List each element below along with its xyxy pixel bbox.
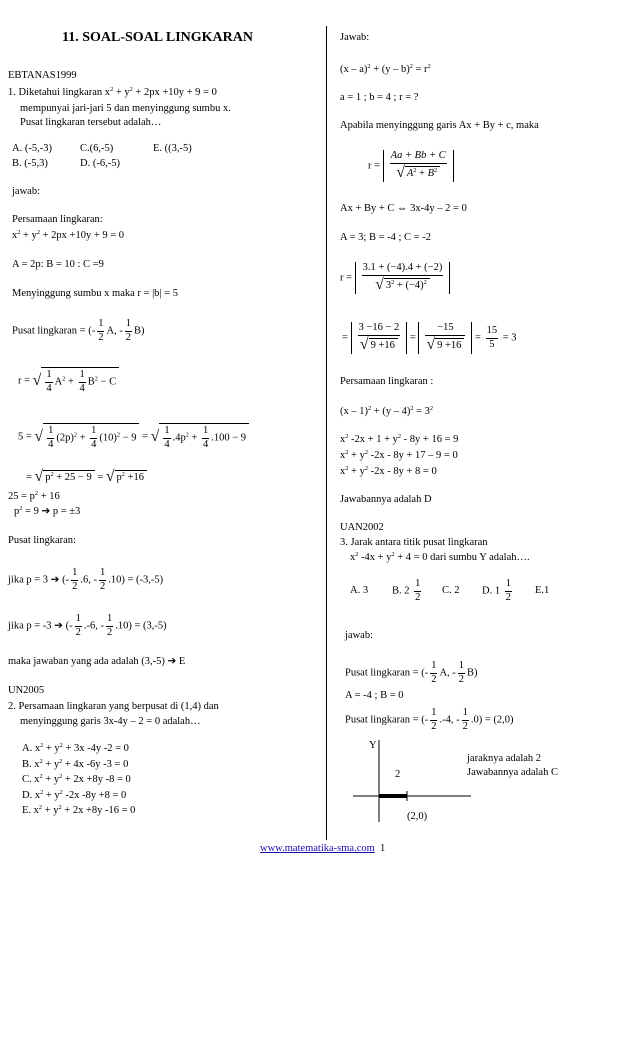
expansion-3: $x^2 + y^2$ -2x - 8y + 8 = 0 xyxy=(340,465,437,477)
question-2-line-1: 2. Persamaan lingkaran yang berpusat di (1,4) dan xyxy=(8,701,219,712)
radius-simplified: = √ $p^2 + 25 - 9$ = √ $p^2 +16$ xyxy=(26,468,147,487)
general-circle-equation: $(x - a)^2 + (y - b)^2 = r^2$ xyxy=(340,63,431,75)
line-equation: Ax + By + C ⇔ 3x-4y – 2 = 0 xyxy=(340,203,467,214)
source-label-2: UN2005 xyxy=(8,685,45,696)
conclusion-2: Jawabannya adalah D xyxy=(340,494,432,505)
circle-equation-label: Persamaan lingkaran: xyxy=(12,214,103,225)
equation-25: $25 = p^2 + 16$ xyxy=(8,490,60,502)
q2-option: B. $x^2 + y^2 + 4x$ -6y -3 = 0 xyxy=(22,757,129,770)
center-label: Pusat lingkaran: xyxy=(8,535,76,546)
line-coefficients: A = 3; B = -4 ; C = -2 xyxy=(340,232,431,243)
q3-option-a: A. 3 xyxy=(350,585,369,596)
question-2-line-2: menyinggung garis 3x-4y – 2 = 0 adalah… xyxy=(20,716,201,727)
question-3-line-2: $x^2$ $-4x + y^2 + 4 = 0$ dari sumbu Y adalah…. xyxy=(350,551,530,563)
conclusion-1: maka jawaban yang ada adalah (3,-5) ➔ E xyxy=(8,656,186,667)
case-p-minus-3: jika p = -3 ➔ (- $\frac{1}{2}$ .-6, - $\frac{1}{2}$ .10) = (3,-5) xyxy=(8,613,167,638)
distance-result: = $\frac{3 -16 - 2}{√ 9 +16}$ = $\frac{-15}{√ 9 +16}$ = $\frac{15}{5}$ = 3 xyxy=(342,322,517,353)
tangent-line-rule: Apabila menyinggung garis Ax + By + c, maka xyxy=(340,120,539,131)
y-axis-label: Y xyxy=(369,740,377,751)
option-c: C.(6,-5) xyxy=(80,143,114,154)
radius-substitution: 5 = √ $\frac{1}{4}$ $(2p)^2$ + $\frac{1}{4}$ $(10)^2 - 9$ = √ $\frac{1}{4}$ $.4p^2$ + $\frac{1}{4}$ .100 − 9 xyxy=(18,423,249,451)
column-divider xyxy=(326,26,327,840)
equation-p: $p^2 = 9$ ➔ p = ±3 xyxy=(14,505,81,517)
center-result-right: Pusat lingkaran = (- $\frac{1}{2}$ .-4, - $\frac{1}{2}$ .0) = (2,0) xyxy=(345,707,514,732)
conclusion-3: Jawabannya adalah C xyxy=(467,767,558,778)
distance-formula: r = $\frac{Aa + Bb + C}{√ A^2 + B^2}$ xyxy=(368,150,454,182)
source-label-3: UAN2002 xyxy=(340,522,384,533)
q2-option: C. $x^2 + y^2 + 2x +8y$ -8 = 0 xyxy=(22,773,131,785)
page-title: 11. SOAL-SOAL LINGKARAN xyxy=(62,30,253,45)
circle-equation-label-right: Persamaan lingkaran : xyxy=(340,376,434,387)
center-formula-right: Pusat lingkaran = (- $\frac{1}{2}$ A, - $\frac{1}{2}$ B) xyxy=(345,660,478,685)
q3-option-e: E.1 xyxy=(535,585,550,596)
question-3-line-1: 3. Jarak antara titik pusat lingkaran xyxy=(340,537,488,548)
tangent-condition: Menyinggung sumbu x maka r = |b| = 5 xyxy=(12,288,178,299)
question-1-line-3: Pusat lingkaran tersebut adalah… xyxy=(20,117,162,128)
radius-formula: r = √ $\frac{1}{4}$ $A^2$ + $\frac{1}{4}$ $B^2 - C$ xyxy=(18,367,119,395)
question-1-line-2: mempunyai jari-jari 5 dan menyinggung sumbu x. xyxy=(20,103,231,114)
distance-substitution: r = $\frac{3.1 + (-4).4 + (-2)}{√ 3^2 + (-4)^2}$ xyxy=(340,262,450,294)
q3-option-c: C. 2 xyxy=(442,585,460,596)
distance-note: jaraknya adalah 2 xyxy=(467,753,542,764)
known-values: a = 1 ; b = 4 ; r = ? xyxy=(340,92,419,103)
q3-option-b: B. 2 $\frac{1}{2}$ xyxy=(392,578,421,603)
option-b: B. (-5,3) xyxy=(12,158,48,169)
page-number: 1 xyxy=(380,843,386,854)
case-p-3: jika p = 3 ➔ (- $\frac{1}{2}$ .6, - $\frac{1}{2}$ .10) = (-3,-5) xyxy=(8,567,164,592)
coefficients-right: A = -4 ; B = 0 xyxy=(345,690,404,701)
coefficients: A = 2p: B = 10 : C =9 xyxy=(12,259,104,270)
option-e: E. ((3,-5) xyxy=(153,143,192,154)
q2-option: E. $x^2 + y^2 + 2x +8y$ -16 = 0 xyxy=(22,804,136,816)
coordinate-sketch xyxy=(345,736,475,826)
website-link[interactable]: www.matematika-sma.com xyxy=(260,843,375,854)
source-label: EBTANAS1999 xyxy=(8,70,77,81)
footer xyxy=(260,843,385,856)
q3-option-d: D. 1 $\frac{1}{2}$ xyxy=(482,578,511,603)
circle-equation: $x^2 + y^2 + 2px +10y + 9 = 0$ xyxy=(12,229,125,241)
center-formula: Pusat lingkaran = (- $\frac{1}{2}$ A, - $\frac{1}{2}$ B) xyxy=(12,318,145,343)
answer-label-3: jawab: xyxy=(345,630,373,641)
expansion-1: $x^2$ $-2x + 1 + y^2 - 8y + 16 = 9$ xyxy=(340,433,459,445)
q2-option: D. $x^2 + y^2$ -2x -8y +8 = 0 xyxy=(22,788,127,801)
expansion-2: $x^2 + y^2$ -2x - 8y + 17 – 9 = 0 xyxy=(340,449,458,461)
q2-option: A. $x^2 + y^2 + 3x$ -4y -2 = 0 xyxy=(22,742,129,754)
option-d: D. (-6,-5) xyxy=(80,158,120,169)
question-1-line-1: 1. Diketahui lingkaran $x^2 + y^2 + 2px +10y + 9 = 0$ xyxy=(8,86,217,98)
option-a: A. (-5,-3) xyxy=(12,143,52,154)
answer-label: jawab: xyxy=(12,186,40,197)
distance-label: 2 xyxy=(395,769,401,780)
circle-equation-right: $(x - 1)^2 + (y - 4)^2 = 3^2$ xyxy=(340,405,434,417)
answer-label-right: Jawab: xyxy=(340,32,370,43)
point-label: (2,0) xyxy=(407,811,428,822)
